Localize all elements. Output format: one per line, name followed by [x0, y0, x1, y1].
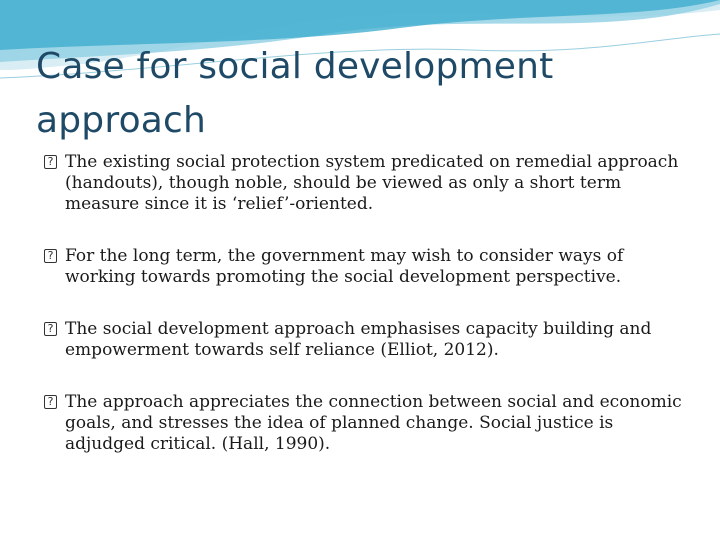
bullet-item — [44, 152, 694, 215]
bullet-citation-text: (Elliot, 2012). — [374, 340, 499, 360]
bullet-marker-icon: ? — [44, 322, 57, 336]
bullet-marker-icon: ? — [44, 395, 57, 409]
bullet-list — [44, 152, 694, 455]
slide-title-line-2: approach — [36, 100, 207, 141]
bullet-text: The existing social protection system predicated on remedial approach (handouts), though noble, should be viewed as only a short term measure since it is ‘relief’-oriented. — [65, 152, 679, 214]
bullet-text: For the long term, the government may wish to consider ways of working towards promoting the social development perspective. — [65, 246, 624, 287]
slide-title — [36, 40, 696, 148]
bullet-item — [44, 319, 694, 361]
bullet-text: The approach appreciates the connection between social and economic goals, and stresses the idea of planned change. Social justice is adjudged critical. (Hall, 1990). — [65, 392, 682, 454]
bullet-text: The social development approach emphasises capacity building and empowerment towards — [65, 319, 652, 360]
bullet-marker-icon: ? — [44, 155, 57, 169]
bullet-emphasis-text: self reliance — [269, 340, 375, 360]
bullet-item — [44, 246, 694, 288]
bullet-item — [44, 392, 694, 455]
bullet-marker-icon: ? — [44, 249, 57, 263]
slide-title-line-1: Case for social development — [36, 46, 554, 87]
